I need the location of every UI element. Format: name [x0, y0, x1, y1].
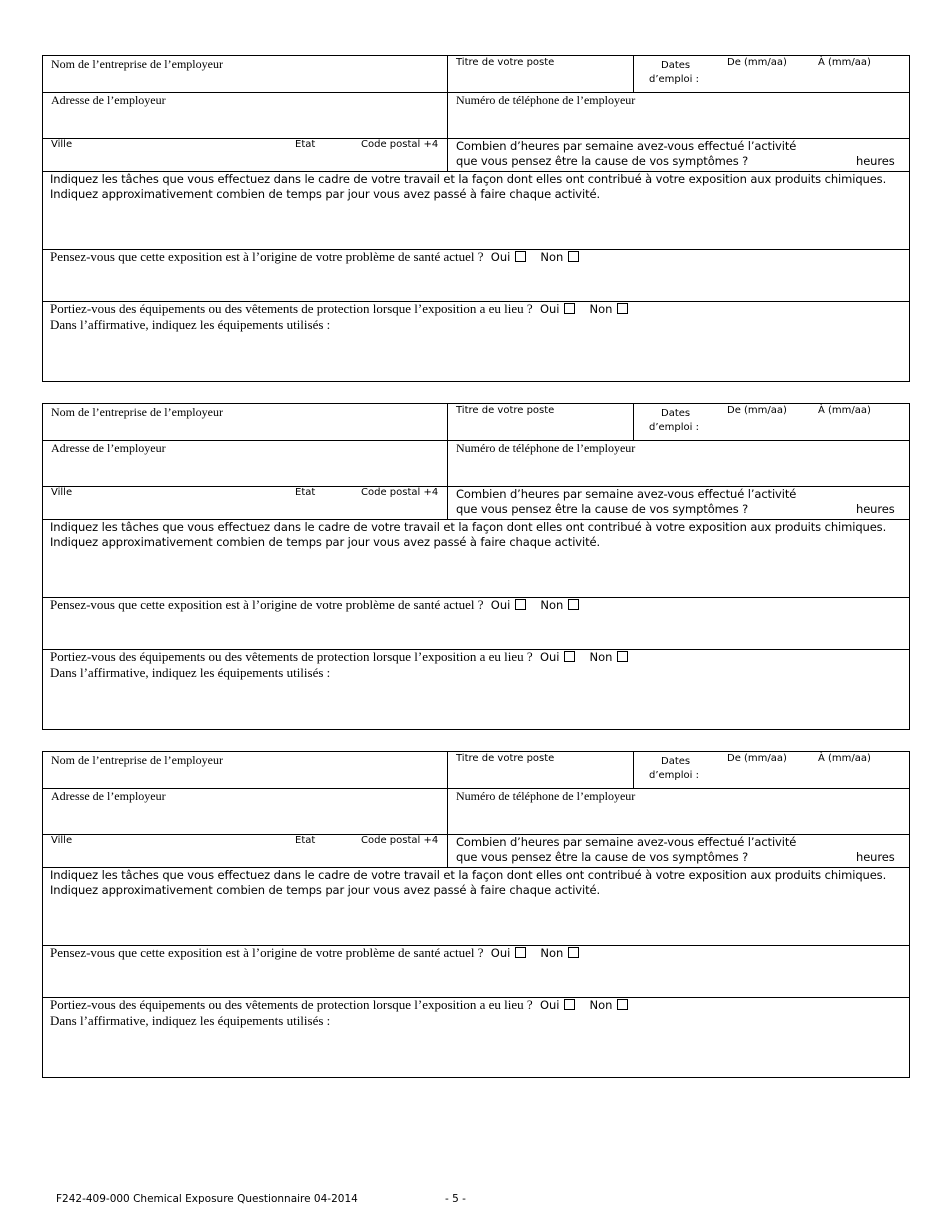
employer-name-label: Nom de l’entreprise de l’employeur — [51, 753, 223, 767]
cause-yes-checkbox[interactable] — [515, 251, 526, 262]
page-number: - 5 - — [445, 1193, 466, 1205]
dates-label-2: d’emploi : — [649, 74, 699, 85]
hours-question-line-1: Combien d’heures par semaine avez-vous effectué l’activité — [456, 139, 797, 153]
tasks-description-field[interactable] — [43, 867, 909, 945]
to-date-label: À (mm/aa) — [818, 405, 871, 416]
employer-block-2 — [42, 403, 910, 730]
employer-phone-field[interactable] — [447, 788, 909, 834]
employer-address-label: Adresse de l’employeur — [51, 93, 166, 107]
cause-no-checkbox[interactable] — [568, 947, 579, 958]
city-state-zip-field[interactable] — [43, 138, 447, 171]
city-label: Ville — [51, 835, 73, 846]
form-id: F242-409-000 Chemical Exposure Questionnaire 04-2014 — [56, 1193, 358, 1205]
zip-label: Code postal +4 — [361, 487, 439, 498]
cause-yes-label: Oui — [490, 946, 511, 960]
employer-block-3 — [42, 751, 910, 1078]
city-state-zip-field[interactable] — [43, 486, 447, 519]
hours-question-line-2: que vous pensez être la cause de vos symptômes ? — [456, 154, 749, 168]
tasks-instruction-line-1: Indiquez les tâches que vous effectuez dans le cadre de votre travail et la façon dont elles ont contribué à votre exposition aux produits chimiques. — [50, 520, 887, 534]
protection-yes-checkbox[interactable] — [564, 999, 575, 1010]
cause-question-row — [43, 945, 909, 997]
city-label: Ville — [51, 139, 73, 150]
protection-question-text: Portiez-vous des équipements ou des vêtements de protection lorsque l’exposition a eu lieu ? — [50, 997, 533, 1012]
protection-question-text: Portiez-vous des équipements ou des vêtements de protection lorsque l’exposition a eu lieu ? — [50, 649, 533, 664]
employer-name-label: Nom de l’entreprise de l’employeur — [51, 405, 223, 419]
hours-unit-label: heures — [856, 850, 895, 864]
protection-question-row[interactable] — [43, 301, 909, 381]
state-label: Etat — [295, 835, 316, 846]
cause-question-text: Pensez-vous que cette exposition est à l’origine de votre problème de santé actuel ? — [50, 945, 484, 960]
tasks-instruction-line-1: Indiquez les tâches que vous effectuez dans le cadre de votre travail et la façon dont elles ont contribué à votre exposition aux produits chimiques. — [50, 868, 887, 882]
protection-yes-checkbox[interactable] — [564, 303, 575, 314]
employer-name-field[interactable] — [43, 56, 447, 92]
cause-yes-label: Oui — [490, 250, 511, 264]
employer-phone-field[interactable] — [447, 92, 909, 138]
protection-no-checkbox[interactable] — [617, 999, 628, 1010]
zip-label: Code postal +4 — [361, 835, 439, 846]
cause-no-checkbox[interactable] — [568, 599, 579, 610]
cause-no-checkbox[interactable] — [568, 251, 579, 262]
cause-question — [50, 249, 593, 265]
cause-question-row — [43, 597, 909, 649]
job-title-field[interactable] — [447, 404, 633, 440]
to-date-label: À (mm/aa) — [818, 753, 871, 764]
protection-question — [50, 997, 642, 1013]
from-date-label: De (mm/aa) — [727, 405, 787, 416]
employer-name-label: Nom de l’entreprise de l’employeur — [51, 57, 223, 71]
employer-name-field[interactable] — [43, 752, 447, 788]
dates-label: Dates — [661, 60, 691, 71]
state-label: Etat — [295, 139, 316, 150]
tasks-instruction-line-2: Indiquez approximativement combien de temps par jour vous avez passé à faire chaque activité. — [50, 535, 601, 549]
employer-phone-label: Numéro de téléphone de l’employeur — [456, 93, 636, 107]
protection-followup: Dans l’affirmative, indiquez les équipements utilisés : — [50, 317, 331, 332]
employer-phone-label: Numéro de téléphone de l’employeur — [456, 789, 636, 803]
cause-yes-checkbox[interactable] — [515, 599, 526, 610]
protection-no-checkbox[interactable] — [617, 651, 628, 662]
job-title-field[interactable] — [447, 752, 633, 788]
protection-followup: Dans l’affirmative, indiquez les équipements utilisés : — [50, 665, 331, 680]
dates-label-2: d’emploi : — [649, 770, 699, 781]
hours-per-week-field[interactable] — [447, 834, 909, 867]
cause-yes-checkbox[interactable] — [515, 947, 526, 958]
employer-name-field[interactable] — [43, 404, 447, 440]
employer-address-label: Adresse de l’employeur — [51, 789, 166, 803]
protection-no-checkbox[interactable] — [617, 303, 628, 314]
employer-phone-label: Numéro de téléphone de l’employeur — [456, 441, 636, 455]
hours-question-line-2: que vous pensez être la cause de vos symptômes ? — [456, 502, 749, 516]
cause-yes-label: Oui — [490, 598, 511, 612]
job-title-label: Titre de votre poste — [456, 405, 555, 416]
cause-question — [50, 945, 593, 961]
protection-question — [50, 301, 642, 317]
city-label: Ville — [51, 487, 73, 498]
cause-question — [50, 597, 593, 613]
hours-per-week-field[interactable] — [447, 138, 909, 171]
cause-question-text: Pensez-vous que cette exposition est à l’origine de votre problème de santé actuel ? — [50, 597, 484, 612]
employment-dates-field[interactable] — [633, 56, 909, 92]
cause-no-label: Non — [540, 946, 564, 960]
protection-question-row[interactable] — [43, 997, 909, 1077]
city-state-zip-field[interactable] — [43, 834, 447, 867]
protection-yes-checkbox[interactable] — [564, 651, 575, 662]
tasks-description-field[interactable] — [43, 519, 909, 597]
hours-question-line-2: que vous pensez être la cause de vos symptômes ? — [456, 850, 749, 864]
employer-address-field[interactable] — [43, 92, 447, 138]
hours-unit-label: heures — [856, 502, 895, 516]
employer-address-field[interactable] — [43, 788, 447, 834]
protection-no-label: Non — [589, 998, 613, 1012]
protection-question-text: Portiez-vous des équipements ou des vêtements de protection lorsque l’exposition a eu lieu ? — [50, 301, 533, 316]
employment-dates-field[interactable] — [633, 404, 909, 440]
hours-question-line-1: Combien d’heures par semaine avez-vous effectué l’activité — [456, 487, 797, 501]
job-title-field[interactable] — [447, 56, 633, 92]
protection-followup: Dans l’affirmative, indiquez les équipements utilisés : — [50, 1013, 331, 1028]
employer-address-label: Adresse de l’employeur — [51, 441, 166, 455]
hours-per-week-field[interactable] — [447, 486, 909, 519]
employer-phone-field[interactable] — [447, 440, 909, 486]
from-date-label: De (mm/aa) — [727, 753, 787, 764]
employer-block-1 — [42, 55, 910, 382]
protection-no-label: Non — [589, 302, 613, 316]
job-title-label: Titre de votre poste — [456, 57, 555, 68]
protection-no-label: Non — [589, 650, 613, 664]
cause-question-text: Pensez-vous que cette exposition est à l’origine de votre problème de santé actuel ? — [50, 249, 484, 264]
employer-address-field[interactable] — [43, 440, 447, 486]
employment-dates-field[interactable] — [633, 752, 909, 788]
dates-label: Dates — [661, 756, 691, 767]
tasks-instruction-line-2: Indiquez approximativement combien de temps par jour vous avez passé à faire chaque activité. — [50, 187, 601, 201]
protection-question — [50, 649, 642, 665]
hours-unit-label: heures — [856, 154, 895, 168]
dates-label: Dates — [661, 408, 691, 419]
protection-yes-label: Oui — [539, 998, 560, 1012]
zip-label: Code postal +4 — [361, 139, 439, 150]
protection-question-row[interactable] — [43, 649, 909, 729]
tasks-description-field[interactable] — [43, 171, 909, 249]
to-date-label: À (mm/aa) — [818, 57, 871, 68]
hours-question-line-1: Combien d’heures par semaine avez-vous effectué l’activité — [456, 835, 797, 849]
cause-question-row — [43, 249, 909, 301]
from-date-label: De (mm/aa) — [727, 57, 787, 68]
cause-no-label: Non — [540, 598, 564, 612]
state-label: Etat — [295, 487, 316, 498]
protection-yes-label: Oui — [539, 302, 560, 316]
cause-no-label: Non — [540, 250, 564, 264]
job-title-label: Titre de votre poste — [456, 753, 555, 764]
tasks-instruction-line-1: Indiquez les tâches que vous effectuez dans le cadre de votre travail et la façon dont elles ont contribué à votre exposition aux produits chimiques. — [50, 172, 887, 186]
protection-yes-label: Oui — [539, 650, 560, 664]
tasks-instruction-line-2: Indiquez approximativement combien de temps par jour vous avez passé à faire chaque activité. — [50, 883, 601, 897]
dates-label-2: d’emploi : — [649, 422, 699, 433]
